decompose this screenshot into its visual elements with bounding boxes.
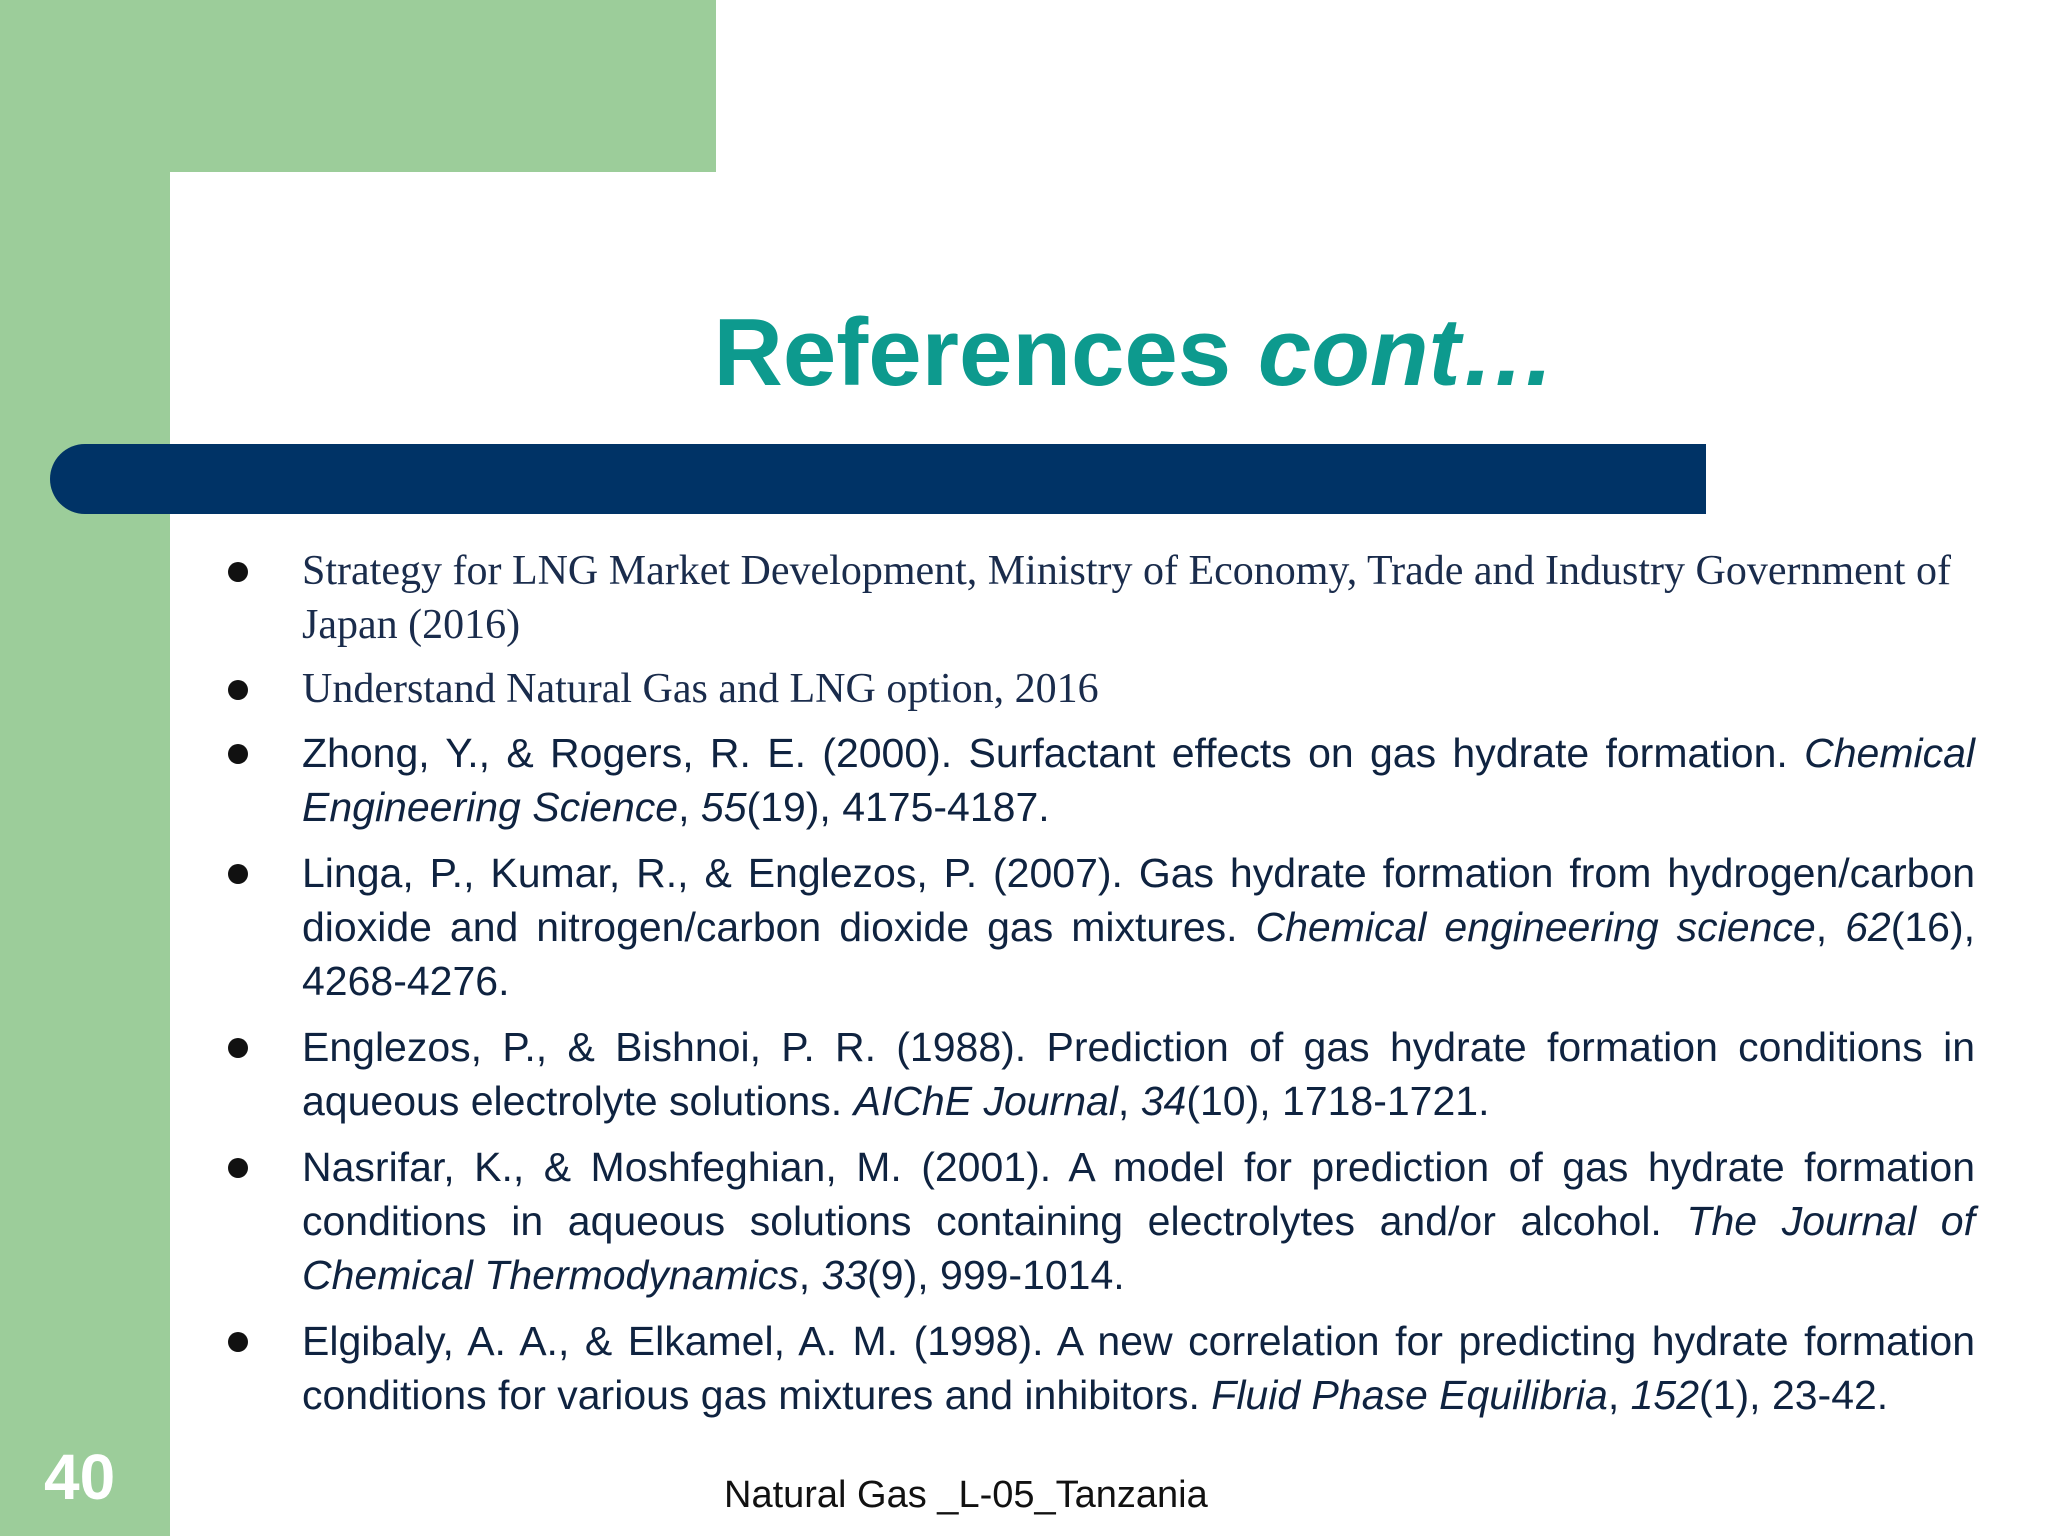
- reference-authors: Nasrifar, K., & Moshfeghian, M. (2001). A model for prediction of gas hydrate formation conditions in aqueous solutions containing electrolytes and/or alcohol.: [302, 1144, 1975, 1244]
- reference-authors: Englezos, P., & Bishnoi, P. R. (1988). Prediction of gas hydrate formation conditions in aqueous electrolyte solutions.: [302, 1024, 1975, 1124]
- reference-separator: ,: [1117, 1078, 1141, 1124]
- reference-text: Understand Natural Gas and LNG option, 2016: [302, 666, 1099, 712]
- reference-pages: (10), 1718-1721.: [1186, 1078, 1490, 1124]
- reference-item: [220, 1020, 1975, 1128]
- reference-separator: ,: [1815, 904, 1846, 950]
- reference-journal: Fluid Phase Equilibria: [1211, 1372, 1608, 1418]
- reference-item: [220, 726, 1975, 834]
- reference-pages: (19), 4175-4187.: [746, 784, 1050, 830]
- reference-authors: Linga, P., Kumar, R., & Englezos, P. (2007). Gas hydrate formation from hydrogen/carbon dioxide and nitrogen/carbon dioxide gas mixtures.: [302, 850, 1975, 950]
- reference-list: [220, 544, 1975, 1434]
- reference-journal: AIChE Journal: [853, 1078, 1118, 1124]
- reference-journal: Chemical Engineering Science: [302, 730, 1975, 830]
- sidebar-green-band: [0, 0, 170, 1536]
- title-underline-bar: [50, 444, 1706, 514]
- reference-journal: The Journal of Chemical Thermodynamics: [302, 1198, 1975, 1298]
- reference-authors: Zhong, Y., & Rogers, R. E. (2000). Surfactant effects on gas hydrate formation.: [302, 730, 1805, 776]
- bullet-icon: [228, 744, 248, 764]
- reference-volume: 62: [1845, 904, 1891, 950]
- reference-separator: ,: [798, 1252, 822, 1298]
- reference-item: [220, 1140, 1975, 1302]
- bullet-icon: [228, 1332, 248, 1352]
- reference-text: Strategy for LNG Market Development, Ministry of Economy, Trade and Industry Government of Japan (2016): [302, 548, 1951, 648]
- reference-authors: Elgibaly, A. A., & Elkamel, A. M. (1998). A new correlation for predicting hydrate formation conditions for various gas mixtures and inhibitors.: [302, 1318, 1975, 1418]
- slide-footer: Natural Gas _L-05_Tanzania: [724, 1474, 1208, 1516]
- bullet-icon: [228, 680, 248, 700]
- title-main: References: [713, 299, 1232, 406]
- bullet-icon: [228, 562, 248, 582]
- slide-title: [560, 300, 1710, 406]
- title-italic: cont…: [1257, 299, 1557, 406]
- reference-item: [220, 544, 1975, 652]
- reference-journal: Chemical engineering science: [1255, 904, 1816, 950]
- reference-volume: 152: [1630, 1372, 1700, 1418]
- reference-pages: (16), 4268-4276.: [302, 904, 1975, 1004]
- reference-separator: ,: [1607, 1372, 1631, 1418]
- bullet-icon: [228, 1158, 248, 1178]
- reference-item: [220, 662, 1975, 716]
- reference-volume: 34: [1140, 1078, 1187, 1124]
- bullet-icon: [228, 864, 248, 884]
- bullet-icon: [228, 1038, 248, 1058]
- reference-volume: 33: [821, 1252, 868, 1298]
- reference-volume: 55: [700, 784, 747, 830]
- reference-pages: (1), 23-42.: [1699, 1372, 1889, 1418]
- top-green-band: [0, 0, 716, 172]
- reference-item: [220, 846, 1975, 1008]
- slide-number: 40: [44, 1441, 116, 1513]
- reference-pages: (9), 999-1014.: [867, 1252, 1125, 1298]
- reference-item: [220, 1314, 1975, 1422]
- reference-separator: ,: [678, 784, 701, 830]
